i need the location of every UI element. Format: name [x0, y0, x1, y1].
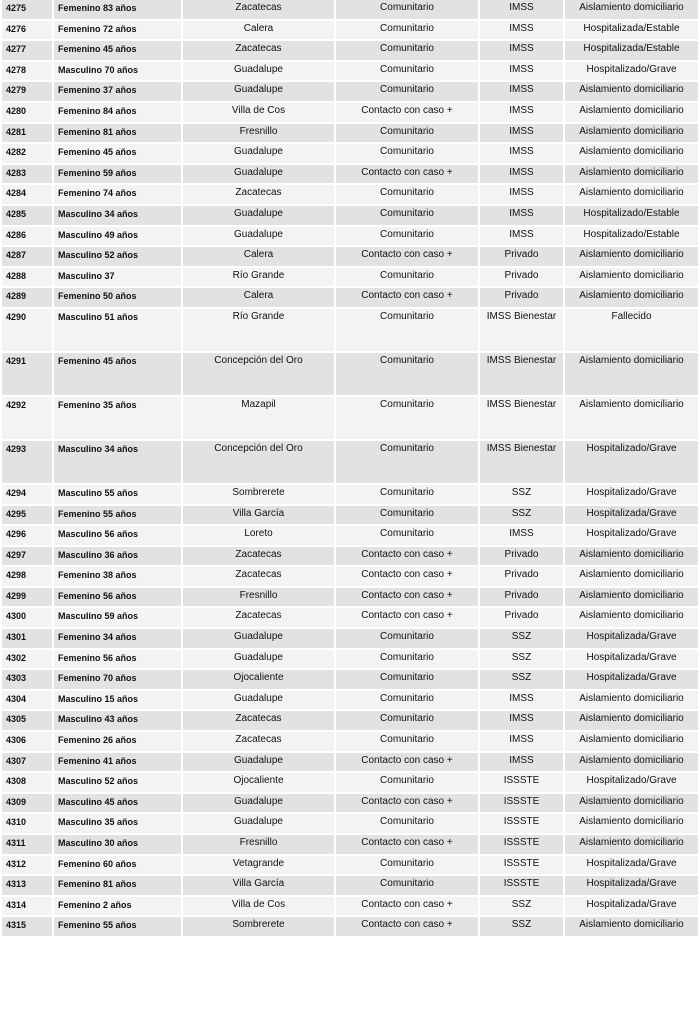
institution-cell: Privado [480, 288, 563, 307]
patient-cell: Femenino 74 años [54, 185, 181, 204]
table-row [2, 897, 698, 916]
institution-cell: ISSSTE [480, 814, 563, 833]
table-row [2, 856, 698, 875]
municipality-cell: Zacatecas [183, 547, 334, 566]
case-id-cell: 4297 [2, 547, 52, 566]
municipality-cell: Villa de Cos [183, 103, 334, 122]
case-id-cell: 4288 [2, 268, 52, 287]
institution-cell: IMSS Bienestar [480, 353, 563, 395]
patient-cell: Femenino 83 años [54, 0, 181, 19]
table-row [2, 124, 698, 143]
institution-cell: ISSSTE [480, 856, 563, 875]
case-id-cell: 4304 [2, 691, 52, 710]
patient-cell: Femenino 38 años [54, 567, 181, 586]
case-id-cell: 4308 [2, 773, 52, 792]
case-id-cell: 4290 [2, 309, 52, 351]
patient-cell: Masculino 55 años [54, 485, 181, 504]
case-id-cell: 4279 [2, 82, 52, 101]
status-cell: Aislamiento domiciliario [565, 165, 698, 184]
municipality-cell: Guadalupe [183, 206, 334, 225]
patient-cell: Masculino 36 años [54, 547, 181, 566]
patient-cell: Masculino 37 [54, 268, 181, 287]
case-id-cell: 4282 [2, 144, 52, 163]
case-id-cell: 4301 [2, 629, 52, 648]
patient-cell: Masculino 30 años [54, 835, 181, 854]
patient-cell: Masculino 43 años [54, 711, 181, 730]
case-id-cell: 4315 [2, 917, 52, 936]
table-row [2, 309, 698, 351]
municipality-cell: Guadalupe [183, 82, 334, 101]
patient-cell: Masculino 45 años [54, 794, 181, 813]
case-id-cell: 4313 [2, 876, 52, 895]
infection-type-cell: Comunitario [336, 397, 478, 439]
status-cell: Aislamiento domiciliario [565, 794, 698, 813]
table-row [2, 185, 698, 204]
patient-cell: Femenino 41 años [54, 753, 181, 772]
table-row [2, 814, 698, 833]
infection-type-cell: Contacto con caso + [336, 247, 478, 266]
patient-cell: Femenino 59 años [54, 165, 181, 184]
institution-cell: Privado [480, 567, 563, 586]
municipality-cell: Villa García [183, 506, 334, 525]
status-cell: Aislamiento domiciliario [565, 353, 698, 395]
patient-cell: Femenino 35 años [54, 397, 181, 439]
table-row [2, 144, 698, 163]
table-row [2, 21, 698, 40]
cases-table-body [2, 0, 698, 936]
infection-type-cell: Comunitario [336, 711, 478, 730]
municipality-cell: Sombrerete [183, 485, 334, 504]
municipality-cell: Ojocaliente [183, 670, 334, 689]
infection-type-cell: Comunitario [336, 41, 478, 60]
table-row [2, 876, 698, 895]
infection-type-cell: Comunitario [336, 856, 478, 875]
table-row [2, 165, 698, 184]
patient-cell: Femenino 55 años [54, 917, 181, 936]
patient-cell: Masculino 34 años [54, 441, 181, 483]
infection-type-cell: Comunitario [336, 773, 478, 792]
municipality-cell: Mazapil [183, 397, 334, 439]
municipality-cell: Río Grande [183, 268, 334, 287]
municipality-cell: Guadalupe [183, 650, 334, 669]
patient-cell: Femenino 50 años [54, 288, 181, 307]
institution-cell: IMSS [480, 41, 563, 60]
municipality-cell: Fresnillo [183, 588, 334, 607]
municipality-cell: Guadalupe [183, 165, 334, 184]
patient-cell: Masculino 56 años [54, 526, 181, 545]
table-row [2, 268, 698, 287]
infection-type-cell: Comunitario [336, 485, 478, 504]
institution-cell: ISSSTE [480, 876, 563, 895]
infection-type-cell: Comunitario [336, 62, 478, 81]
case-id-cell: 4289 [2, 288, 52, 307]
table-row [2, 629, 698, 648]
institution-cell: IMSS [480, 144, 563, 163]
patient-cell: Femenino 55 años [54, 506, 181, 525]
municipality-cell: Villa García [183, 876, 334, 895]
municipality-cell: Zacatecas [183, 0, 334, 19]
institution-cell: IMSS [480, 62, 563, 81]
municipality-cell: Guadalupe [183, 814, 334, 833]
case-id-cell: 4305 [2, 711, 52, 730]
case-id-cell: 4296 [2, 526, 52, 545]
municipality-cell: Loreto [183, 526, 334, 545]
status-cell: Hospitalizada/Grave [565, 629, 698, 648]
status-cell: Hospitalizada/Estable [565, 41, 698, 60]
status-cell: Aislamiento domiciliario [565, 82, 698, 101]
infection-type-cell: Comunitario [336, 814, 478, 833]
case-id-cell: 4294 [2, 485, 52, 504]
municipality-cell: Zacatecas [183, 711, 334, 730]
institution-cell: IMSS [480, 103, 563, 122]
infection-type-cell: Contacto con caso + [336, 165, 478, 184]
institution-cell: IMSS [480, 185, 563, 204]
status-cell: Aislamiento domiciliario [565, 917, 698, 936]
institution-cell: SSZ [480, 897, 563, 916]
municipality-cell: Guadalupe [183, 629, 334, 648]
status-cell: Aislamiento domiciliario [565, 288, 698, 307]
institution-cell: SSZ [480, 650, 563, 669]
infection-type-cell: Contacto con caso + [336, 835, 478, 854]
patient-cell: Femenino 26 años [54, 732, 181, 751]
table-row [2, 670, 698, 689]
municipality-cell: Zacatecas [183, 185, 334, 204]
infection-type-cell: Comunitario [336, 691, 478, 710]
institution-cell: IMSS [480, 753, 563, 772]
institution-cell: IMSS Bienestar [480, 397, 563, 439]
table-row [2, 691, 698, 710]
municipality-cell: Guadalupe [183, 691, 334, 710]
infection-type-cell: Comunitario [336, 227, 478, 246]
case-id-cell: 4314 [2, 897, 52, 916]
status-cell: Hospitalizada/Grave [565, 650, 698, 669]
case-id-cell: 4307 [2, 753, 52, 772]
status-cell: Aislamiento domiciliario [565, 397, 698, 439]
case-id-cell: 4291 [2, 353, 52, 395]
institution-cell: SSZ [480, 485, 563, 504]
status-cell: Aislamiento domiciliario [565, 814, 698, 833]
table-row [2, 441, 698, 483]
patient-cell: Masculino 52 años [54, 247, 181, 266]
institution-cell: SSZ [480, 629, 563, 648]
table-row [2, 485, 698, 504]
institution-cell: Privado [480, 268, 563, 287]
patient-cell: Masculino 59 años [54, 608, 181, 627]
case-id-cell: 4275 [2, 0, 52, 19]
status-cell: Aislamiento domiciliario [565, 103, 698, 122]
table-row [2, 82, 698, 101]
infection-type-cell: Contacto con caso + [336, 588, 478, 607]
institution-cell: IMSS Bienestar [480, 309, 563, 351]
municipality-cell: Zacatecas [183, 732, 334, 751]
patient-cell: Masculino 52 años [54, 773, 181, 792]
infection-type-cell: Comunitario [336, 268, 478, 287]
institution-cell: IMSS [480, 526, 563, 545]
municipality-cell: Calera [183, 21, 334, 40]
institution-cell: SSZ [480, 506, 563, 525]
municipality-cell: Zacatecas [183, 41, 334, 60]
case-id-cell: 4280 [2, 103, 52, 122]
patient-cell: Masculino 49 años [54, 227, 181, 246]
case-id-cell: 4277 [2, 41, 52, 60]
patient-cell: Femenino 37 años [54, 82, 181, 101]
table-row [2, 397, 698, 439]
status-cell: Aislamiento domiciliario [565, 144, 698, 163]
case-id-cell: 4276 [2, 21, 52, 40]
status-cell: Aislamiento domiciliario [565, 608, 698, 627]
infection-type-cell: Contacto con caso + [336, 753, 478, 772]
status-cell: Hospitalizada/Grave [565, 856, 698, 875]
table-row [2, 247, 698, 266]
infection-type-cell: Comunitario [336, 732, 478, 751]
municipality-cell: Fresnillo [183, 835, 334, 854]
status-cell: Hospitalizada/Grave [565, 876, 698, 895]
status-cell: Hospitalizado/Grave [565, 485, 698, 504]
institution-cell: IMSS [480, 227, 563, 246]
institution-cell: IMSS [480, 711, 563, 730]
status-cell: Hospitalizado/Grave [565, 441, 698, 483]
municipality-cell: Guadalupe [183, 144, 334, 163]
infection-type-cell: Comunitario [336, 82, 478, 101]
table-row [2, 62, 698, 81]
institution-cell: Privado [480, 608, 563, 627]
case-id-cell: 4295 [2, 506, 52, 525]
case-id-cell: 4310 [2, 814, 52, 833]
status-cell: Hospitalizado/Estable [565, 206, 698, 225]
infection-type-cell: Contacto con caso + [336, 794, 478, 813]
patient-cell: Masculino 35 años [54, 814, 181, 833]
institution-cell: ISSSTE [480, 835, 563, 854]
municipality-cell: Guadalupe [183, 753, 334, 772]
patient-cell: Femenino 72 años [54, 21, 181, 40]
table-row [2, 206, 698, 225]
infection-type-cell: Contacto con caso + [336, 608, 478, 627]
case-id-cell: 4311 [2, 835, 52, 854]
case-id-cell: 4285 [2, 206, 52, 225]
status-cell: Aislamiento domiciliario [565, 185, 698, 204]
case-id-cell: 4306 [2, 732, 52, 751]
institution-cell: IMSS Bienestar [480, 441, 563, 483]
infection-type-cell: Comunitario [336, 876, 478, 895]
case-id-cell: 4284 [2, 185, 52, 204]
table-row [2, 835, 698, 854]
status-cell: Hospitalizada/Estable [565, 21, 698, 40]
infection-type-cell: Comunitario [336, 629, 478, 648]
infection-type-cell: Contacto con caso + [336, 897, 478, 916]
municipality-cell: Guadalupe [183, 227, 334, 246]
patient-cell: Masculino 51 años [54, 309, 181, 351]
case-id-cell: 4298 [2, 567, 52, 586]
municipality-cell: Villa de Cos [183, 897, 334, 916]
infection-type-cell: Comunitario [336, 124, 478, 143]
table-row [2, 567, 698, 586]
table-row [2, 711, 698, 730]
table-row [2, 288, 698, 307]
infection-type-cell: Comunitario [336, 21, 478, 40]
case-id-cell: 4309 [2, 794, 52, 813]
patient-cell: Femenino 60 años [54, 856, 181, 875]
status-cell: Hospitalizado/Grave [565, 526, 698, 545]
status-cell: Aislamiento domiciliario [565, 711, 698, 730]
infection-type-cell: Comunitario [336, 650, 478, 669]
municipality-cell: Concepción del Oro [183, 441, 334, 483]
status-cell: Aislamiento domiciliario [565, 124, 698, 143]
status-cell: Aislamiento domiciliario [565, 753, 698, 772]
status-cell: Aislamiento domiciliario [565, 732, 698, 751]
table-row [2, 753, 698, 772]
case-id-cell: 4303 [2, 670, 52, 689]
institution-cell: IMSS [480, 82, 563, 101]
infection-type-cell: Contacto con caso + [336, 288, 478, 307]
patient-cell: Femenino 2 años [54, 897, 181, 916]
infection-type-cell: Comunitario [336, 526, 478, 545]
municipality-cell: Vetagrande [183, 856, 334, 875]
status-cell: Aislamiento domiciliario [565, 567, 698, 586]
infection-type-cell: Comunitario [336, 670, 478, 689]
institution-cell: Privado [480, 547, 563, 566]
institution-cell: IMSS [480, 165, 563, 184]
institution-cell: IMSS [480, 206, 563, 225]
status-cell: Aislamiento domiciliario [565, 547, 698, 566]
institution-cell: IMSS [480, 691, 563, 710]
table-row [2, 588, 698, 607]
infection-type-cell: Comunitario [336, 309, 478, 351]
municipality-cell: Zacatecas [183, 608, 334, 627]
table-row [2, 547, 698, 566]
table-row [2, 41, 698, 60]
table-row [2, 506, 698, 525]
infection-type-cell: Comunitario [336, 185, 478, 204]
infection-type-cell: Contacto con caso + [336, 547, 478, 566]
institution-cell: IMSS [480, 21, 563, 40]
status-cell: Hospitalizado/Estable [565, 227, 698, 246]
municipality-cell: Fresnillo [183, 124, 334, 143]
municipality-cell: Sombrerete [183, 917, 334, 936]
patient-cell: Masculino 34 años [54, 206, 181, 225]
case-id-cell: 4299 [2, 588, 52, 607]
table-row [2, 650, 698, 669]
status-cell: Hospitalizada/Grave [565, 506, 698, 525]
case-id-cell: 4287 [2, 247, 52, 266]
status-cell: Aislamiento domiciliario [565, 0, 698, 19]
municipality-cell: Calera [183, 288, 334, 307]
table-row [2, 773, 698, 792]
patient-cell: Femenino 34 años [54, 629, 181, 648]
patient-cell: Femenino 81 años [54, 876, 181, 895]
case-id-cell: 4302 [2, 650, 52, 669]
municipality-cell: Zacatecas [183, 567, 334, 586]
status-cell: Hospitalizada/Grave [565, 670, 698, 689]
institution-cell: Privado [480, 588, 563, 607]
status-cell: Hospitalizado/Grave [565, 62, 698, 81]
infection-type-cell: Contacto con caso + [336, 567, 478, 586]
institution-cell: ISSSTE [480, 773, 563, 792]
case-id-cell: 4278 [2, 62, 52, 81]
case-id-cell: 4292 [2, 397, 52, 439]
patient-cell: Masculino 15 años [54, 691, 181, 710]
table-row [2, 732, 698, 751]
municipality-cell: Ojocaliente [183, 773, 334, 792]
status-cell: Aislamiento domiciliario [565, 588, 698, 607]
patient-cell: Femenino 84 años [54, 103, 181, 122]
status-cell: Hospitalizado/Grave [565, 773, 698, 792]
municipality-cell: Concepción del Oro [183, 353, 334, 395]
case-id-cell: 4293 [2, 441, 52, 483]
status-cell: Fallecido [565, 309, 698, 351]
institution-cell: IMSS [480, 732, 563, 751]
patient-cell: Femenino 45 años [54, 353, 181, 395]
case-id-cell: 4283 [2, 165, 52, 184]
case-id-cell: 4312 [2, 856, 52, 875]
status-cell: Aislamiento domiciliario [565, 835, 698, 854]
table-row [2, 103, 698, 122]
table-row [2, 353, 698, 395]
case-id-cell: 4281 [2, 124, 52, 143]
table-row [2, 0, 698, 19]
patient-cell: Femenino 56 años [54, 650, 181, 669]
municipality-cell: Guadalupe [183, 62, 334, 81]
patient-cell: Femenino 45 años [54, 41, 181, 60]
infection-type-cell: Comunitario [336, 353, 478, 395]
status-cell: Aislamiento domiciliario [565, 247, 698, 266]
institution-cell: IMSS [480, 0, 563, 19]
patient-cell: Femenino 45 años [54, 144, 181, 163]
table-row [2, 526, 698, 545]
table-row [2, 794, 698, 813]
municipality-cell: Río Grande [183, 309, 334, 351]
institution-cell: SSZ [480, 917, 563, 936]
institution-cell: ISSSTE [480, 794, 563, 813]
table-row [2, 227, 698, 246]
infection-type-cell: Comunitario [336, 206, 478, 225]
status-cell: Aislamiento domiciliario [565, 691, 698, 710]
institution-cell: IMSS [480, 124, 563, 143]
institution-cell: Privado [480, 247, 563, 266]
infection-type-cell: Contacto con caso + [336, 103, 478, 122]
municipality-cell: Calera [183, 247, 334, 266]
case-id-cell: 4300 [2, 608, 52, 627]
status-cell: Hospitalizada/Grave [565, 897, 698, 916]
patient-cell: Femenino 70 años [54, 670, 181, 689]
infection-type-cell: Comunitario [336, 144, 478, 163]
infection-type-cell: Comunitario [336, 441, 478, 483]
patient-cell: Masculino 70 años [54, 62, 181, 81]
patient-cell: Femenino 81 años [54, 124, 181, 143]
table-row [2, 917, 698, 936]
patient-cell: Femenino 56 años [54, 588, 181, 607]
case-id-cell: 4286 [2, 227, 52, 246]
infection-type-cell: Comunitario [336, 506, 478, 525]
table-row [2, 608, 698, 627]
municipality-cell: Guadalupe [183, 794, 334, 813]
institution-cell: SSZ [480, 670, 563, 689]
infection-type-cell: Contacto con caso + [336, 917, 478, 936]
status-cell: Aislamiento domiciliario [565, 268, 698, 287]
infection-type-cell: Comunitario [336, 0, 478, 19]
